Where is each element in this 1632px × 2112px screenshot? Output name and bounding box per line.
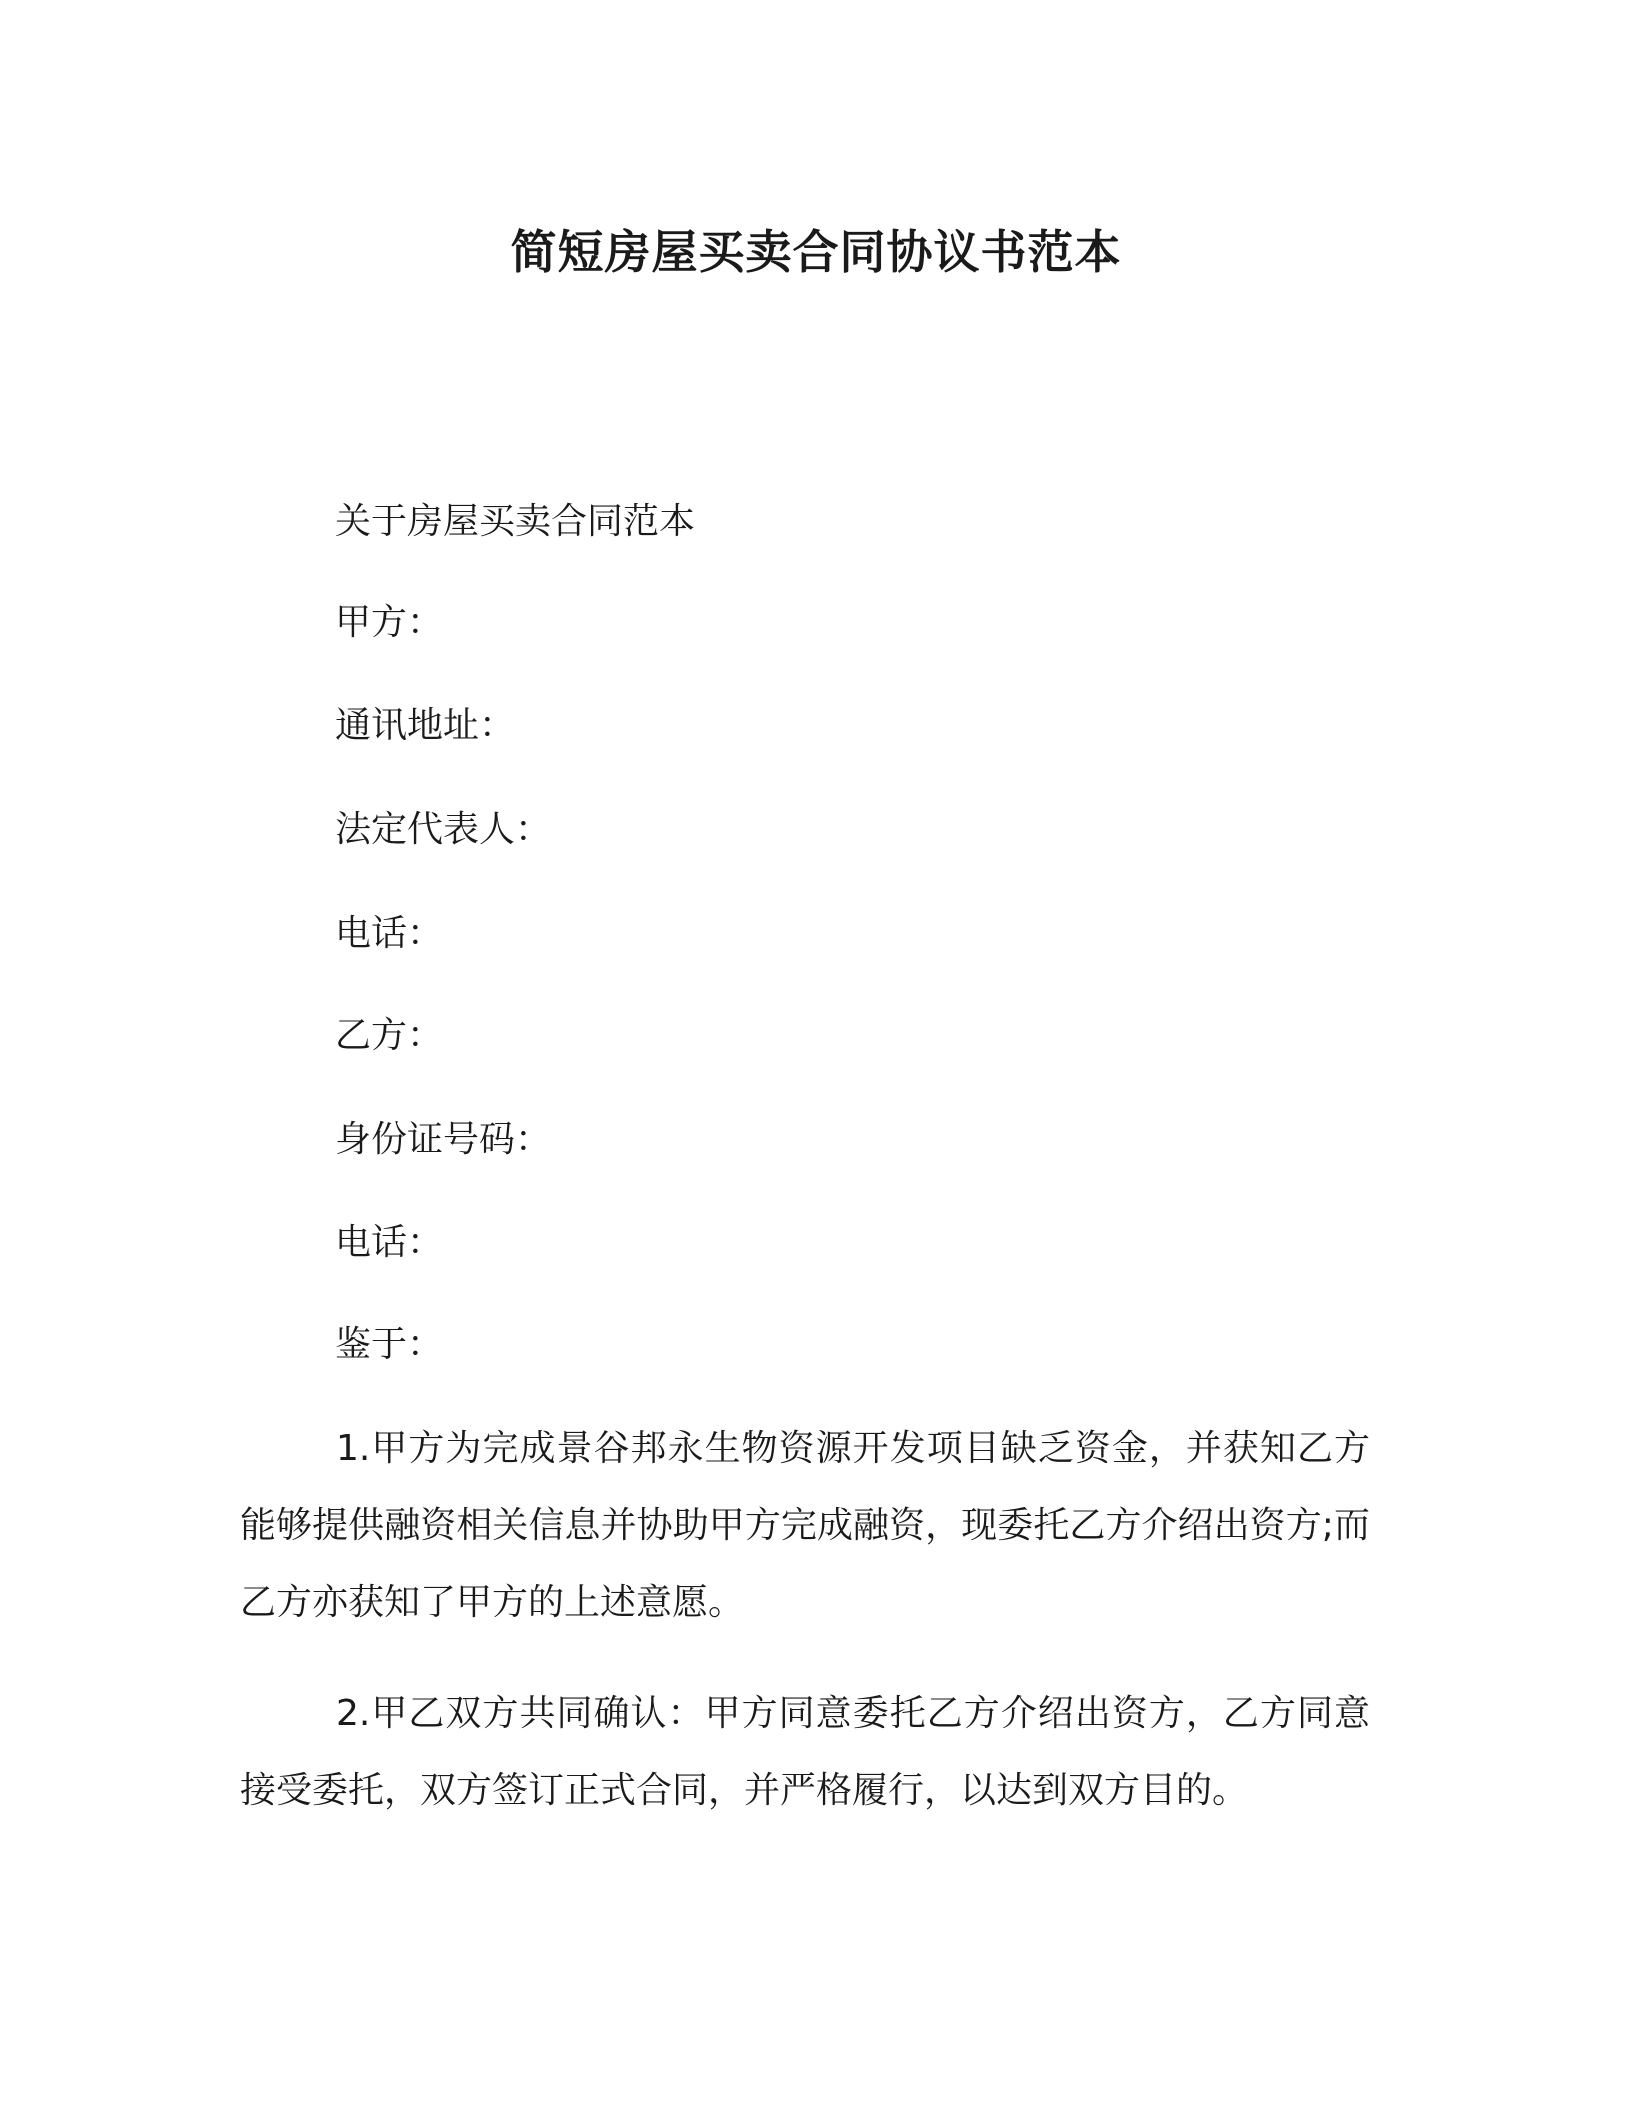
clause-paragraph-1: 1.甲方为完成景谷邦永生物资源开发项目缺乏资金，并获知乙方能够提供融资相关信息并协助甲方完成融资，现委托乙方介绍出资方;而乙方亦获知了甲方的上述意愿。 — [240, 1428, 1370, 1623]
party-a-label: 甲方： — [335, 602, 444, 643]
address-label: 通讯地址： — [335, 705, 516, 746]
clause-paragraph-2: 2.甲乙双方共同确认：甲方同意委托乙方介绍出资方，乙方同意接受委托，双方签订正式合同，并严格履行，以达到双方目的。 — [240, 1693, 1370, 1811]
legal-representative-label: 法定代表人： — [335, 809, 552, 850]
document-title: 简短房屋买卖合同协议书范本 — [510, 225, 1122, 279]
party-b-phone-label: 电话： — [335, 1222, 444, 1263]
party-a-phone-label: 电话： — [335, 913, 444, 954]
whereas-label: 鉴于： — [335, 1324, 444, 1365]
contract-subtitle: 关于房屋买卖合同范本 — [335, 501, 696, 542]
party-b-label: 乙方： — [335, 1015, 444, 1056]
id-number-label: 身份证号码： — [335, 1119, 552, 1160]
